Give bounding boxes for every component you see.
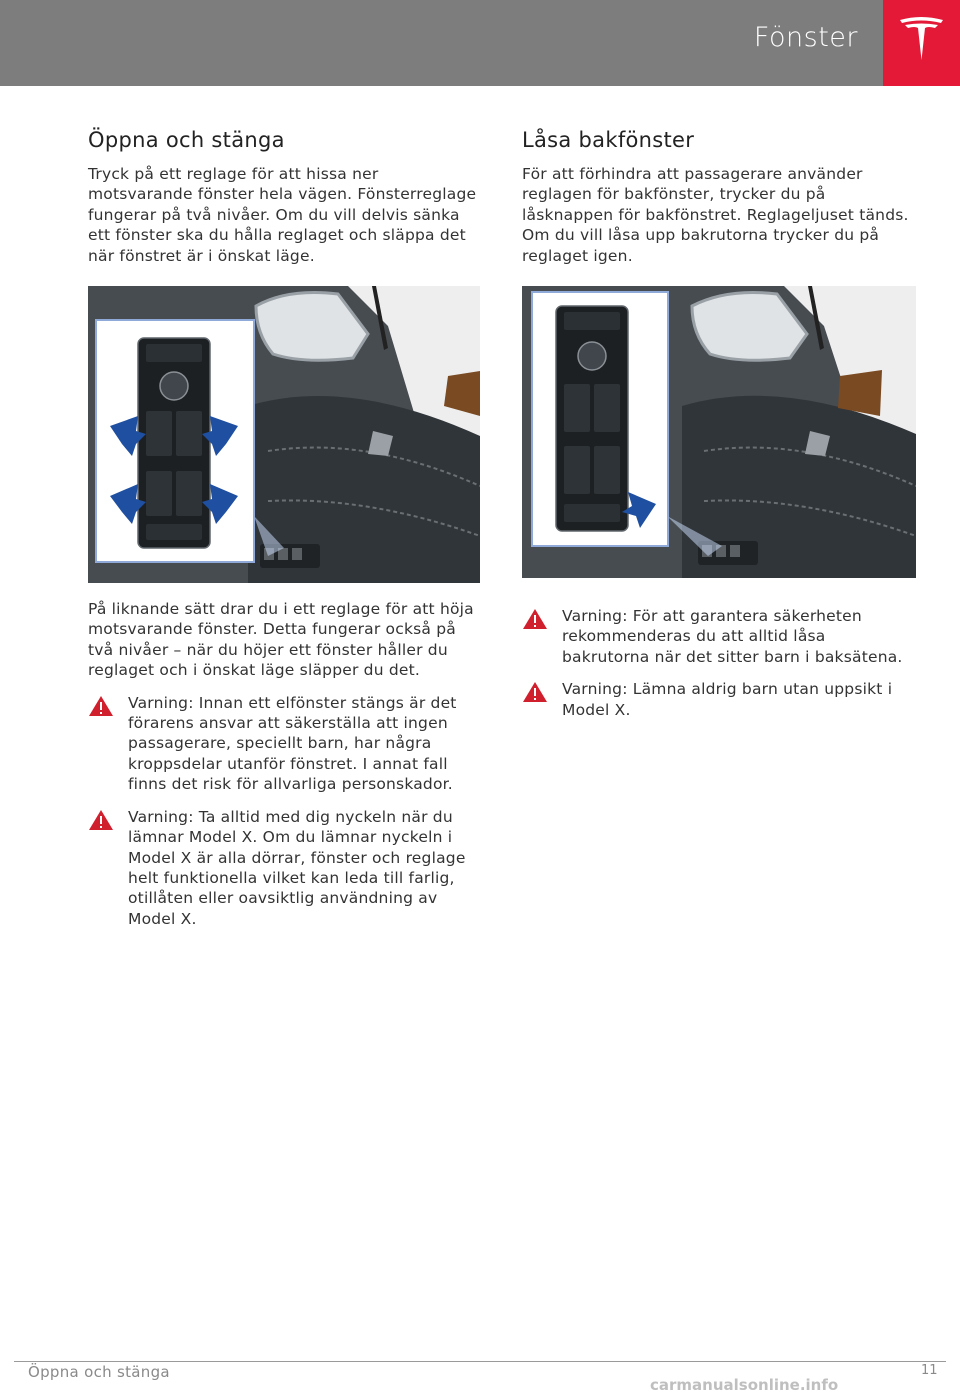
watermark: carmanualsonline.info [650,1376,839,1394]
warning-triangle-icon [522,608,548,630]
page-number: 11 [921,1363,938,1378]
warning-triangle-icon [522,681,548,703]
warning-text: Varning: Innan ett elfönster stängs är det förarens ansvar att säkerställa att ingen passagerare, speciellt barn, har några kroppsdelar utanför fönstret. I annat fall finns det risk för allvarliga personskador. [128,693,457,794]
warning-block [88,807,483,929]
warning-text: Varning: Lämna aldrig barn utan uppsikt i Model X. [562,680,893,719]
pull-paragraph: På liknande sätt drar du i ett reglage för att höja motsvarande fönster. Detta fungerar också på två nivåer – när du höjer ett fönster håller du reglaget och i önskat läge släpper du det. [88,600,474,680]
warning-block [522,679,917,720]
intro-paragraph: Tryck på ett reglage för att hissa ner motsvarande fönster hela vägen. Fönsterreglage fungerar på två nivåer. Om du vill delvis sänka ett fönster ska du hålla reglaget och släppa det när fönstret är i önskat läge. [88,165,477,265]
warning-triangle-icon [88,695,114,717]
right-column [522,128,917,720]
warning-text: Varning: För att garantera säkerheten rekommenderas du att alltid låsa bakrutorna när det sitter barn i baksätena. [562,607,903,666]
warning-text: Varning: Ta alltid med dig nyckeln när du lämnar Model X. Om du lämnar nyckeln i Model X är alla dörrar, fönster och reglage helt funktionella vilket kan leda till farlig, otillåten eller oavsiktlig användning av Model X. [128,807,466,928]
window-switch-figure [88,286,480,583]
warning-block [522,606,917,667]
tesla-logo-block [883,0,960,86]
footer-divider [14,1361,946,1362]
rear-window-lock-figure [522,286,916,578]
warning-triangle-icon [88,809,114,831]
section-heading-lock-rear: Låsa bakfönster [522,128,695,152]
tesla-logo-icon [898,14,945,64]
section-heading-open-close: Öppna och stänga [88,128,285,152]
footer-section-label: Öppna och stänga [28,1363,170,1381]
page-title: Fönster [753,22,858,53]
warning-block [88,693,483,795]
lock-intro-paragraph: För att förhindra att passagerare använder reglagen för bakfönster, trycker du på låsknappen för bakfönstret. Reglageljuset tänds. Om du vill låsa upp bakrutorna trycker du på reglaget igen. [522,165,909,265]
left-column [88,128,483,929]
